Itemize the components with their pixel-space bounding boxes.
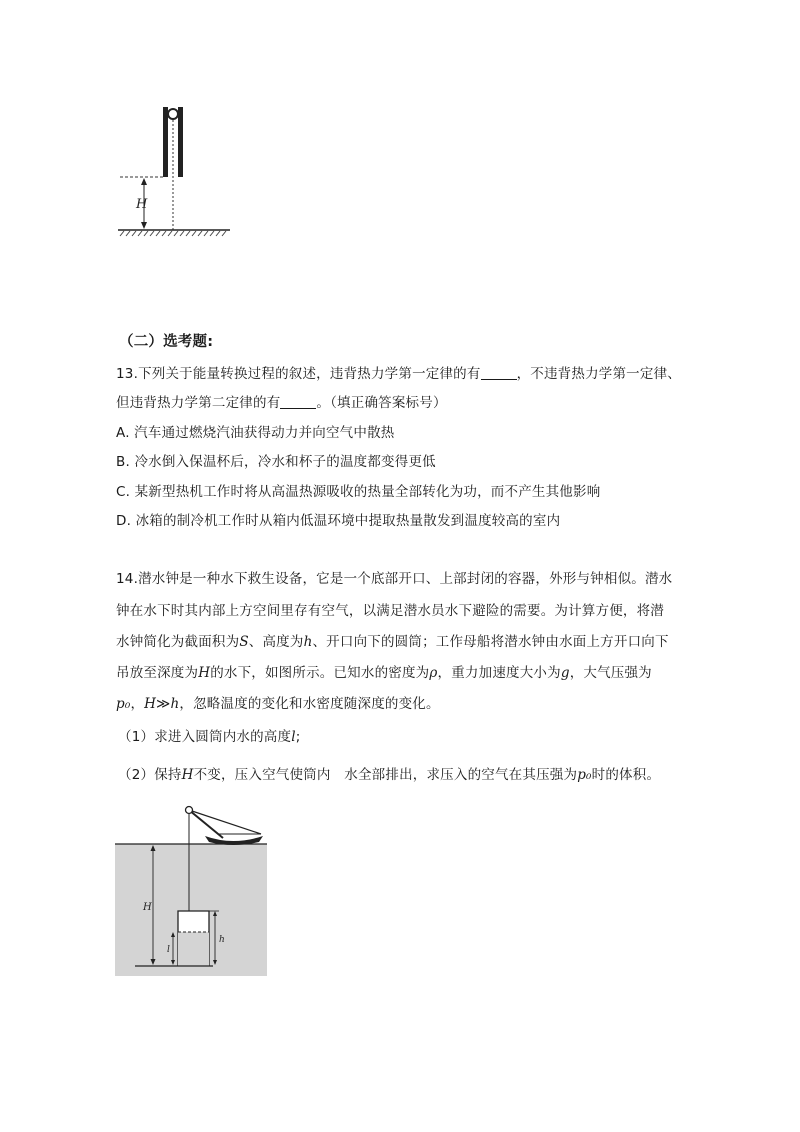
q14-text: ， [130, 696, 145, 712]
q14-sub-1 [118, 727, 300, 747]
q14-text: 、开口向下的圆筒；工作母船将潜水钟由水面上方开口向下 [312, 634, 669, 650]
q14-line-5 [116, 694, 440, 714]
symbol-rho: ρ [429, 665, 438, 681]
symbol-H: H [144, 696, 157, 712]
q14-text: 时的体积。 [591, 767, 661, 783]
q14-text: 水钟简化为截面积为 [116, 634, 240, 650]
q14-text: （1）求进入圆筒内水的高度 [118, 729, 292, 745]
symbol-h: h [303, 634, 313, 650]
q14-text: （2）保持 [118, 767, 182, 783]
q14-text: ; [295, 729, 301, 745]
q14-text: ，重力加速度大小为 [437, 665, 561, 681]
q13-text: 13.下列关于能量转换过程的叙述，违背热力学第一定律的有 [116, 366, 481, 382]
q14-line-3 [116, 632, 669, 652]
depth-label: H [143, 902, 152, 913]
figure-tube-height [110, 100, 230, 240]
q13-option-b: B. 冷水倒入保温杯后，冷水和杯子的温度都变得更低 [116, 454, 436, 470]
symbol-H: H [181, 767, 194, 783]
figure-diving-bell [113, 798, 273, 980]
q14-line-2: 钟在水下时其内部上方空间里存有空气，以满足潜水员水下避险的需要。为计算方便，将潜 [116, 603, 664, 619]
q13-line-2 [116, 393, 447, 413]
q14-text: ，大气压强为 [569, 665, 652, 681]
water-height-label: l [167, 945, 170, 955]
symbol-h: h [170, 696, 180, 712]
q13-text: 。（填正确答案标号） [316, 395, 447, 411]
height-label: H [136, 197, 148, 212]
q14-sub-2 [118, 765, 660, 785]
symbol-p0: p₀ [116, 696, 131, 712]
symbol-p0: p₀ [577, 767, 592, 783]
q13-option-a: A. 汽车通过燃烧汽油获得动力并向空气中散热 [116, 425, 395, 441]
symbol-l: l [291, 729, 296, 745]
q13-text: ，不违背热力学第一定律、 [516, 366, 681, 382]
q14-text: 不变，压入空气使筒内 水全部排出，求压入的空气在其压强为 [193, 767, 578, 783]
q14-text: 吊放至深度为 [116, 665, 199, 681]
symbol-H: H [198, 665, 211, 681]
symbol-g: g [560, 665, 570, 681]
answer-blank [280, 394, 316, 409]
q14-line-4 [116, 663, 652, 683]
q14-text: ，忽略温度的变化和水密度随深度的变化。 [179, 696, 440, 712]
q13-text: 但违背热力学第二定律的有 [116, 395, 281, 411]
q13-line-1 [116, 364, 681, 384]
symbol-much-greater: ≫ [156, 696, 171, 712]
section-heading: （二）选考题: [119, 334, 214, 350]
q14-text: 的水下，如图所示。已知水的密度为 [210, 665, 430, 681]
q14-text: 、高度为 [248, 634, 304, 650]
q13-option-d: D. 冰箱的制冷机工作时从箱内低温环境中提取热量散发到温度较高的室内 [116, 513, 561, 529]
q13-option-c: C. 某新型热机工作时将从高温热源吸收的热量全部转化为功，而不产生其他影响 [116, 484, 601, 500]
q14-line-1: 14.潜水钟是一种水下救生设备，它是一个底部开口、上部封闭的容器，外形与钟相似。潜水 [116, 571, 673, 587]
answer-blank [481, 365, 517, 380]
symbol-S: S [239, 634, 249, 650]
bell-height-label: h [219, 935, 225, 945]
